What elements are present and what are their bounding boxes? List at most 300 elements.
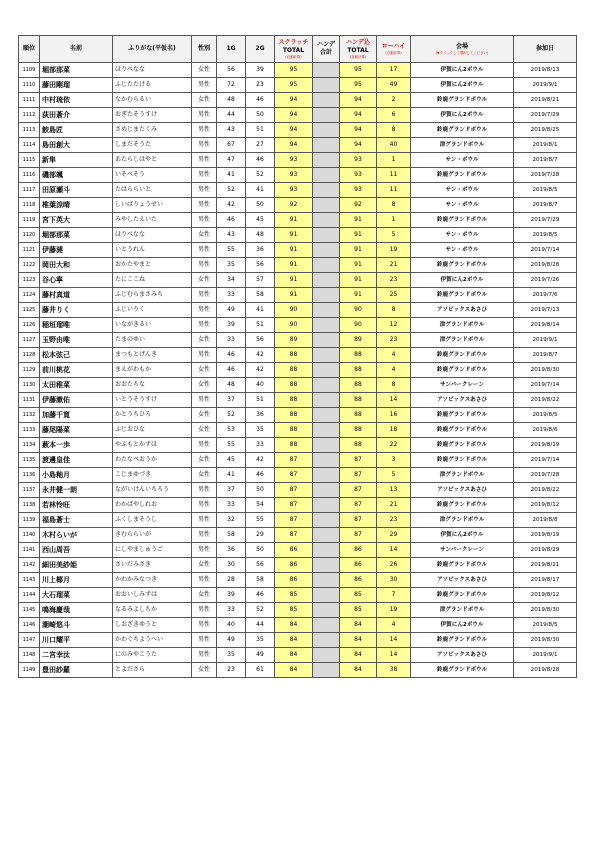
date-cell[interactable]: 2019/8/12 <box>514 588 577 603</box>
handicap-sum-cell[interactable] <box>313 78 340 93</box>
kana-cell[interactable]: きむららいが <box>113 528 192 543</box>
game2-cell[interactable]: 51 <box>246 393 275 408</box>
game1-cell[interactable]: 28 <box>217 573 246 588</box>
venue-select-cell[interactable]: 鈴鹿グランドボウル <box>411 558 514 573</box>
venue-select-cell[interactable]: 伊賀にん2ボウル <box>411 528 514 543</box>
venue-select-cell[interactable]: サンバークレーン <box>411 543 514 558</box>
game2-cell[interactable]: 36 <box>246 243 275 258</box>
kana-cell[interactable]: なかむらるい <box>113 93 192 108</box>
gender-cell[interactable]: 女性 <box>192 378 217 393</box>
handicap-sum-cell[interactable] <box>313 603 340 618</box>
date-cell[interactable]: 2019/8/5 <box>514 183 577 198</box>
game1-cell[interactable]: 40 <box>217 618 246 633</box>
handicap-sum-cell[interactable] <box>313 468 340 483</box>
gender-cell[interactable]: 女性 <box>192 423 217 438</box>
name-cell[interactable]: 岡田大和 <box>40 258 113 273</box>
gender-cell[interactable]: 女性 <box>192 228 217 243</box>
kana-cell[interactable]: ふじむらまさみち <box>113 288 192 303</box>
gender-cell[interactable]: 女性 <box>192 558 217 573</box>
date-cell[interactable]: 2019/7/28 <box>514 468 577 483</box>
venue-select-cell[interactable]: 鈴鹿グランドボウル <box>411 348 514 363</box>
game2-cell[interactable]: 49 <box>246 648 275 663</box>
gender-cell[interactable]: 男性 <box>192 153 217 168</box>
game2-cell[interactable]: 55 <box>246 513 275 528</box>
game1-cell[interactable]: 37 <box>217 483 246 498</box>
venue-select-cell[interactable]: アソビックスあさひ <box>411 483 514 498</box>
handicap-sum-cell[interactable] <box>313 333 340 348</box>
game1-cell[interactable]: 41 <box>217 468 246 483</box>
date-cell[interactable]: 2019/8/14 <box>514 318 577 333</box>
gender-cell[interactable]: 男性 <box>192 138 217 153</box>
game1-cell[interactable]: 36 <box>217 543 246 558</box>
date-cell[interactable]: 2019/8/28 <box>514 258 577 273</box>
game2-cell[interactable]: 46 <box>246 588 275 603</box>
handicap-sum-cell[interactable] <box>313 393 340 408</box>
date-cell[interactable]: 2019/7/14 <box>514 453 577 468</box>
handicap-sum-cell[interactable] <box>313 453 340 468</box>
gender-cell[interactable]: 男性 <box>192 303 217 318</box>
handicap-sum-cell[interactable] <box>313 663 340 678</box>
date-cell[interactable]: 2019/8/25 <box>514 123 577 138</box>
date-cell[interactable]: 2019/8/28 <box>514 663 577 678</box>
game1-cell[interactable]: 46 <box>217 348 246 363</box>
gender-cell[interactable]: 男性 <box>192 393 217 408</box>
name-cell[interactable]: 伊藤漣 <box>40 243 113 258</box>
game1-cell[interactable]: 35 <box>217 258 246 273</box>
venue-select-cell[interactable]: アソビックスあさひ <box>411 393 514 408</box>
game2-cell[interactable]: 40 <box>246 378 275 393</box>
date-cell[interactable]: 2019/8/19 <box>514 438 577 453</box>
name-cell[interactable]: 永井健一朗 <box>40 483 113 498</box>
handicap-sum-cell[interactable] <box>313 258 340 273</box>
date-cell[interactable]: 2019/8/19 <box>514 528 577 543</box>
game2-cell[interactable]: 23 <box>246 78 275 93</box>
venue-select-cell[interactable]: サン・ボウル <box>411 243 514 258</box>
game1-cell[interactable]: 33 <box>217 498 246 513</box>
name-cell[interactable]: 藤田剛瑠 <box>40 78 113 93</box>
game1-cell[interactable]: 43 <box>217 123 246 138</box>
game1-cell[interactable]: 37 <box>217 393 246 408</box>
date-cell[interactable]: 2019/9/1 <box>514 648 577 663</box>
handicap-sum-cell[interactable] <box>313 423 340 438</box>
name-cell[interactable]: 玉野由唯 <box>40 333 113 348</box>
kana-cell[interactable]: いとうそうすけ <box>113 393 192 408</box>
kana-cell[interactable]: まつもとげんき <box>113 348 192 363</box>
game2-cell[interactable]: 42 <box>246 453 275 468</box>
gender-cell[interactable]: 男性 <box>192 108 217 123</box>
name-cell[interactable]: 稲垣瑠唯 <box>40 318 113 333</box>
gender-cell[interactable]: 女性 <box>192 588 217 603</box>
game1-cell[interactable]: 32 <box>217 513 246 528</box>
venue-select-cell[interactable]: 津グランドボウル <box>411 513 514 528</box>
name-cell[interactable]: 藤尾陽菜 <box>40 423 113 438</box>
date-cell[interactable]: 2019/8/5 <box>514 618 577 633</box>
gender-cell[interactable]: 女性 <box>192 273 217 288</box>
gender-cell[interactable]: 男性 <box>192 183 217 198</box>
game2-cell[interactable]: 50 <box>246 543 275 558</box>
kana-cell[interactable]: いとうれん <box>113 243 192 258</box>
game2-cell[interactable]: 42 <box>246 363 275 378</box>
gender-cell[interactable]: 女性 <box>192 663 217 678</box>
date-cell[interactable]: 2019/8/21 <box>514 558 577 573</box>
name-cell[interactable]: 松本弦己 <box>40 348 113 363</box>
game2-cell[interactable]: 52 <box>246 603 275 618</box>
kana-cell[interactable]: さいだみさき <box>113 558 192 573</box>
date-cell[interactable]: 2019/9/1 <box>514 78 577 93</box>
venue-select-cell[interactable]: サン・ボウル <box>411 228 514 243</box>
handicap-sum-cell[interactable] <box>313 183 340 198</box>
name-cell[interactable]: 前川桃花 <box>40 363 113 378</box>
venue-select-cell[interactable]: 伊賀にん2ボウル <box>411 273 514 288</box>
date-cell[interactable]: 2019/8/22 <box>514 393 577 408</box>
name-cell[interactable]: 太田稚菜 <box>40 378 113 393</box>
date-cell[interactable]: 2019/8/7 <box>514 348 577 363</box>
kana-cell[interactable]: あたらしはやと <box>113 153 192 168</box>
handicap-sum-cell[interactable] <box>313 138 340 153</box>
venue-select-cell[interactable]: 鈴鹿グランドボウル <box>411 438 514 453</box>
game1-cell[interactable]: 39 <box>217 318 246 333</box>
kana-cell[interactable]: わかばやしれお <box>113 498 192 513</box>
handicap-sum-cell[interactable] <box>313 123 340 138</box>
name-cell[interactable]: 藤村真道 <box>40 288 113 303</box>
gender-cell[interactable]: 男性 <box>192 318 217 333</box>
handicap-sum-cell[interactable] <box>313 408 340 423</box>
gender-cell[interactable]: 男性 <box>192 633 217 648</box>
kana-cell[interactable]: こじまゆづき <box>113 468 192 483</box>
name-cell[interactable]: 二宮幸汰 <box>40 648 113 663</box>
game2-cell[interactable]: 61 <box>246 663 275 678</box>
game1-cell[interactable]: 72 <box>217 78 246 93</box>
game2-cell[interactable]: 41 <box>246 183 275 198</box>
venue-select-cell[interactable]: 鈴鹿グランドボウル <box>411 258 514 273</box>
game1-cell[interactable]: 48 <box>217 93 246 108</box>
venue-select-cell[interactable]: 鈴鹿グランドボウル <box>411 453 514 468</box>
date-cell[interactable]: 2019/7/28 <box>514 168 577 183</box>
game2-cell[interactable]: 51 <box>246 123 275 138</box>
kana-cell[interactable]: しおざきゆうと <box>113 618 192 633</box>
venue-select-cell[interactable]: 伊賀にん2ボウル <box>411 63 514 78</box>
venue-select-cell[interactable]: 鈴鹿グランドボウル <box>411 408 514 423</box>
game1-cell[interactable]: 55 <box>217 438 246 453</box>
venue-select-cell[interactable]: 鈴鹿グランドボウル <box>411 423 514 438</box>
kana-cell[interactable]: ながいけんいちろう <box>113 483 192 498</box>
game2-cell[interactable]: 46 <box>246 93 275 108</box>
game1-cell[interactable]: 46 <box>217 363 246 378</box>
handicap-sum-cell[interactable] <box>313 213 340 228</box>
venue-select-cell[interactable]: サン・ボウル <box>411 183 514 198</box>
gender-cell[interactable]: 女性 <box>192 408 217 423</box>
game1-cell[interactable]: 49 <box>217 303 246 318</box>
game2-cell[interactable]: 51 <box>246 318 275 333</box>
kana-cell[interactable]: ふじいりく <box>113 303 192 318</box>
handicap-sum-cell[interactable] <box>313 573 340 588</box>
date-cell[interactable]: 2019/7/13 <box>514 303 577 318</box>
name-cell[interactable]: 田原瀬斗 <box>40 183 113 198</box>
date-cell[interactable]: 2019/8/13 <box>514 63 577 78</box>
gender-cell[interactable]: 女性 <box>192 453 217 468</box>
handicap-sum-cell[interactable] <box>313 633 340 648</box>
game1-cell[interactable]: 30 <box>217 558 246 573</box>
name-cell[interactable]: 豊田紗羅 <box>40 663 113 678</box>
gender-cell[interactable]: 男性 <box>192 123 217 138</box>
game2-cell[interactable]: 54 <box>246 498 275 513</box>
name-cell[interactable]: 川上椰月 <box>40 573 113 588</box>
kana-cell[interactable]: まえがわもか <box>113 363 192 378</box>
gender-cell[interactable]: 男性 <box>192 513 217 528</box>
kana-cell[interactable]: たにここね <box>113 273 192 288</box>
gender-cell[interactable]: 男性 <box>192 258 217 273</box>
kana-cell[interactable]: おおたちな <box>113 378 192 393</box>
game1-cell[interactable]: 43 <box>217 228 246 243</box>
date-cell[interactable]: 2019/8/21 <box>514 93 577 108</box>
date-cell[interactable]: 2019/7/29 <box>514 108 577 123</box>
date-cell[interactable]: 2019/7/6 <box>514 288 577 303</box>
venue-select-cell[interactable]: 鈴鹿グランドボウル <box>411 288 514 303</box>
gender-cell[interactable]: 女性 <box>192 93 217 108</box>
game2-cell[interactable]: 41 <box>246 303 275 318</box>
game2-cell[interactable]: 56 <box>246 258 275 273</box>
game1-cell[interactable]: 41 <box>217 168 246 183</box>
name-cell[interactable]: 荻田蒼介 <box>40 108 113 123</box>
game2-cell[interactable]: 50 <box>246 108 275 123</box>
venue-select-cell[interactable]: 鈴鹿グランドボウル <box>411 588 514 603</box>
gender-cell[interactable]: 男性 <box>192 438 217 453</box>
date-cell[interactable]: 2019/8/30 <box>514 603 577 618</box>
game2-cell[interactable]: 56 <box>246 333 275 348</box>
kana-cell[interactable]: しまだそうた <box>113 138 192 153</box>
gender-cell[interactable]: 男性 <box>192 78 217 93</box>
venue-select-cell[interactable]: 鈴鹿グランドボウル <box>411 123 514 138</box>
date-cell[interactable]: 2019/8/30 <box>514 363 577 378</box>
date-cell[interactable]: 2019/7/14 <box>514 378 577 393</box>
date-cell[interactable]: 2019/8/1 <box>514 138 577 153</box>
name-cell[interactable]: 木村らいが <box>40 528 113 543</box>
date-cell[interactable]: 2019/8/17 <box>514 573 577 588</box>
date-cell[interactable]: 2019/8/5 <box>514 228 577 243</box>
handicap-sum-cell[interactable] <box>313 288 340 303</box>
venue-select-cell[interactable]: 鈴鹿グランドボウル <box>411 213 514 228</box>
game1-cell[interactable]: 23 <box>217 663 246 678</box>
venue-select-cell[interactable]: アソビックスあさひ <box>411 573 514 588</box>
game2-cell[interactable]: 57 <box>246 273 275 288</box>
date-cell[interactable]: 2019/8/6 <box>514 423 577 438</box>
handicap-sum-cell[interactable] <box>313 543 340 558</box>
date-cell[interactable]: 2019/8/22 <box>514 483 577 498</box>
game2-cell[interactable]: 50 <box>246 483 275 498</box>
game1-cell[interactable]: 67 <box>217 138 246 153</box>
date-cell[interactable]: 2019/8/5 <box>514 408 577 423</box>
handicap-sum-cell[interactable] <box>313 513 340 528</box>
kana-cell[interactable]: にのみやこうた <box>113 648 192 663</box>
kana-cell[interactable]: ふじおひな <box>113 423 192 438</box>
venue-select-cell[interactable]: サンバークレーン <box>411 378 514 393</box>
kana-cell[interactable]: いながきるい <box>113 318 192 333</box>
name-cell[interactable]: 小島釉月 <box>40 468 113 483</box>
handicap-sum-cell[interactable] <box>313 228 340 243</box>
handicap-sum-cell[interactable] <box>313 363 340 378</box>
handicap-sum-cell[interactable] <box>313 243 340 258</box>
venue-select-cell[interactable]: 伊賀にん2ボウル <box>411 78 514 93</box>
gender-cell[interactable]: 男性 <box>192 543 217 558</box>
game2-cell[interactable]: 39 <box>246 63 275 78</box>
name-cell[interactable]: 宮下英大 <box>40 213 113 228</box>
date-cell[interactable]: 2019/7/26 <box>514 273 577 288</box>
venue-select-cell[interactable]: 伊賀にん2ボウル <box>411 618 514 633</box>
kana-cell[interactable]: とよださら <box>113 663 192 678</box>
game1-cell[interactable]: 33 <box>217 288 246 303</box>
venue-select-cell[interactable]: 津グランドボウル <box>411 603 514 618</box>
date-cell[interactable]: 2019/8/29 <box>514 543 577 558</box>
kana-cell[interactable]: にしやましゅうご <box>113 543 192 558</box>
game1-cell[interactable]: 48 <box>217 378 246 393</box>
kana-cell[interactable]: いそべそう <box>113 168 192 183</box>
handicap-sum-cell[interactable] <box>313 153 340 168</box>
venue-select-cell[interactable]: 伊賀にん2ボウル <box>411 108 514 123</box>
game1-cell[interactable]: 35 <box>217 648 246 663</box>
gender-cell[interactable]: 男性 <box>192 573 217 588</box>
name-cell[interactable]: 細田美紗姫 <box>40 558 113 573</box>
handicap-sum-cell[interactable] <box>313 168 340 183</box>
game1-cell[interactable]: 46 <box>217 213 246 228</box>
kana-cell[interactable]: かわかみなつき <box>113 573 192 588</box>
game2-cell[interactable]: 48 <box>246 228 275 243</box>
date-cell[interactable]: 2019/8/7 <box>514 198 577 213</box>
gender-cell[interactable]: 男性 <box>192 483 217 498</box>
gender-cell[interactable]: 男性 <box>192 498 217 513</box>
date-cell[interactable]: 2019/7/29 <box>514 213 577 228</box>
handicap-sum-cell[interactable] <box>313 498 340 513</box>
game2-cell[interactable]: 44 <box>246 618 275 633</box>
name-cell[interactable]: 磯部颯 <box>40 168 113 183</box>
handicap-sum-cell[interactable] <box>313 528 340 543</box>
kana-cell[interactable]: おおいしみずは <box>113 588 192 603</box>
game2-cell[interactable]: 42 <box>246 348 275 363</box>
name-cell[interactable]: 椎葉涼晴 <box>40 198 113 213</box>
handicap-sum-cell[interactable] <box>313 273 340 288</box>
venue-select-cell[interactable]: 津グランドボウル <box>411 468 514 483</box>
game1-cell[interactable]: 47 <box>217 153 246 168</box>
name-cell[interactable]: 藤井りく <box>40 303 113 318</box>
gender-cell[interactable]: 男性 <box>192 648 217 663</box>
game2-cell[interactable]: 52 <box>246 168 275 183</box>
date-cell[interactable]: 2019/9/1 <box>514 333 577 348</box>
name-cell[interactable]: 加藤千寛 <box>40 408 113 423</box>
date-cell[interactable]: 2019/8/12 <box>514 498 577 513</box>
name-cell[interactable]: 堀部那菜 <box>40 63 113 78</box>
game2-cell[interactable]: 58 <box>246 573 275 588</box>
venue-select-cell[interactable]: 鈴鹿グランドボウル <box>411 168 514 183</box>
game1-cell[interactable]: 53 <box>217 423 246 438</box>
name-cell[interactable]: 川口耀平 <box>40 633 113 648</box>
name-cell[interactable]: 西山周吾 <box>40 543 113 558</box>
date-cell[interactable]: 2019/8/7 <box>514 153 577 168</box>
name-cell[interactable]: 大石瑠菜 <box>40 588 113 603</box>
handicap-sum-cell[interactable] <box>313 108 340 123</box>
name-cell[interactable]: 伊藤漱佑 <box>40 393 113 408</box>
date-cell[interactable]: 2019/7/14 <box>514 243 577 258</box>
venue-select-cell[interactable]: 津グランドボウル <box>411 138 514 153</box>
handicap-sum-cell[interactable] <box>313 318 340 333</box>
game2-cell[interactable]: 46 <box>246 468 275 483</box>
venue-select-cell[interactable]: 鈴鹿グランドボウル <box>411 363 514 378</box>
game1-cell[interactable]: 39 <box>217 588 246 603</box>
gender-cell[interactable]: 女性 <box>192 468 217 483</box>
game2-cell[interactable]: 45 <box>246 213 275 228</box>
venue-select-cell[interactable]: 津グランドボウル <box>411 318 514 333</box>
handicap-sum-cell[interactable] <box>313 483 340 498</box>
handicap-sum-cell[interactable] <box>313 63 340 78</box>
game1-cell[interactable]: 52 <box>217 408 246 423</box>
game1-cell[interactable]: 49 <box>217 633 246 648</box>
gender-cell[interactable]: 男性 <box>192 288 217 303</box>
game2-cell[interactable]: 27 <box>246 138 275 153</box>
game2-cell[interactable]: 36 <box>246 408 275 423</box>
gender-cell[interactable]: 男性 <box>192 348 217 363</box>
venue-select-cell[interactable]: 鈴鹿グランドボウル <box>411 663 514 678</box>
name-cell[interactable]: 中村琉依 <box>40 93 113 108</box>
game2-cell[interactable]: 35 <box>246 633 275 648</box>
gender-cell[interactable]: 男性 <box>192 603 217 618</box>
handicap-sum-cell[interactable] <box>313 348 340 363</box>
date-cell[interactable]: 2019/8/30 <box>514 633 577 648</box>
game1-cell[interactable]: 44 <box>217 108 246 123</box>
gender-cell[interactable]: 男性 <box>192 243 217 258</box>
game2-cell[interactable]: 29 <box>246 528 275 543</box>
name-cell[interactable]: 島田創大 <box>40 138 113 153</box>
handicap-sum-cell[interactable] <box>313 618 340 633</box>
gender-cell[interactable]: 男性 <box>192 618 217 633</box>
venue-select-cell[interactable]: サン・ボウル <box>411 198 514 213</box>
date-cell[interactable]: 2019/8/8 <box>514 513 577 528</box>
handicap-sum-cell[interactable] <box>313 558 340 573</box>
gender-cell[interactable]: 男性 <box>192 198 217 213</box>
venue-select-cell[interactable]: アソビックスあさひ <box>411 648 514 663</box>
game2-cell[interactable]: 35 <box>246 423 275 438</box>
game1-cell[interactable]: 34 <box>217 273 246 288</box>
kana-cell[interactable]: ふくしまそうし <box>113 513 192 528</box>
kana-cell[interactable]: ほりべなな <box>113 228 192 243</box>
kana-cell[interactable]: ほりべなな <box>113 63 192 78</box>
venue-select-cell[interactable]: 津グランドボウル <box>411 333 514 348</box>
venue-select-cell[interactable]: アソビックスあさひ <box>411 303 514 318</box>
gender-cell[interactable]: 男性 <box>192 528 217 543</box>
venue-select-cell[interactable]: 鈴鹿グランドボウル <box>411 498 514 513</box>
name-cell[interactable]: 鮫島匠 <box>40 123 113 138</box>
handicap-sum-cell[interactable] <box>313 588 340 603</box>
gender-cell[interactable]: 女性 <box>192 363 217 378</box>
handicap-sum-cell[interactable] <box>313 303 340 318</box>
game2-cell[interactable]: 58 <box>246 288 275 303</box>
name-cell[interactable]: 若林怜旺 <box>40 498 113 513</box>
handicap-sum-cell[interactable] <box>313 438 340 453</box>
kana-cell[interactable]: たまのゆい <box>113 333 192 348</box>
game1-cell[interactable]: 33 <box>217 333 246 348</box>
kana-cell[interactable]: わたなべおうか <box>113 453 192 468</box>
kana-cell[interactable]: みやしたえいた <box>113 213 192 228</box>
gender-cell[interactable]: 女性 <box>192 63 217 78</box>
game2-cell[interactable]: 33 <box>246 438 275 453</box>
kana-cell[interactable]: かとうちひろ <box>113 408 192 423</box>
venue-select-cell[interactable]: 鈴鹿グランドボウル <box>411 633 514 648</box>
game1-cell[interactable]: 33 <box>217 603 246 618</box>
venue-select-cell[interactable]: 鈴鹿グランドボウル <box>411 93 514 108</box>
game1-cell[interactable]: 55 <box>217 243 246 258</box>
name-cell[interactable]: 潮崎悠斗 <box>40 618 113 633</box>
kana-cell[interactable]: たはららいと <box>113 183 192 198</box>
venue-select-cell[interactable]: サン・ボウル <box>411 153 514 168</box>
handicap-sum-cell[interactable] <box>313 198 340 213</box>
kana-cell[interactable]: なるみよしちか <box>113 603 192 618</box>
